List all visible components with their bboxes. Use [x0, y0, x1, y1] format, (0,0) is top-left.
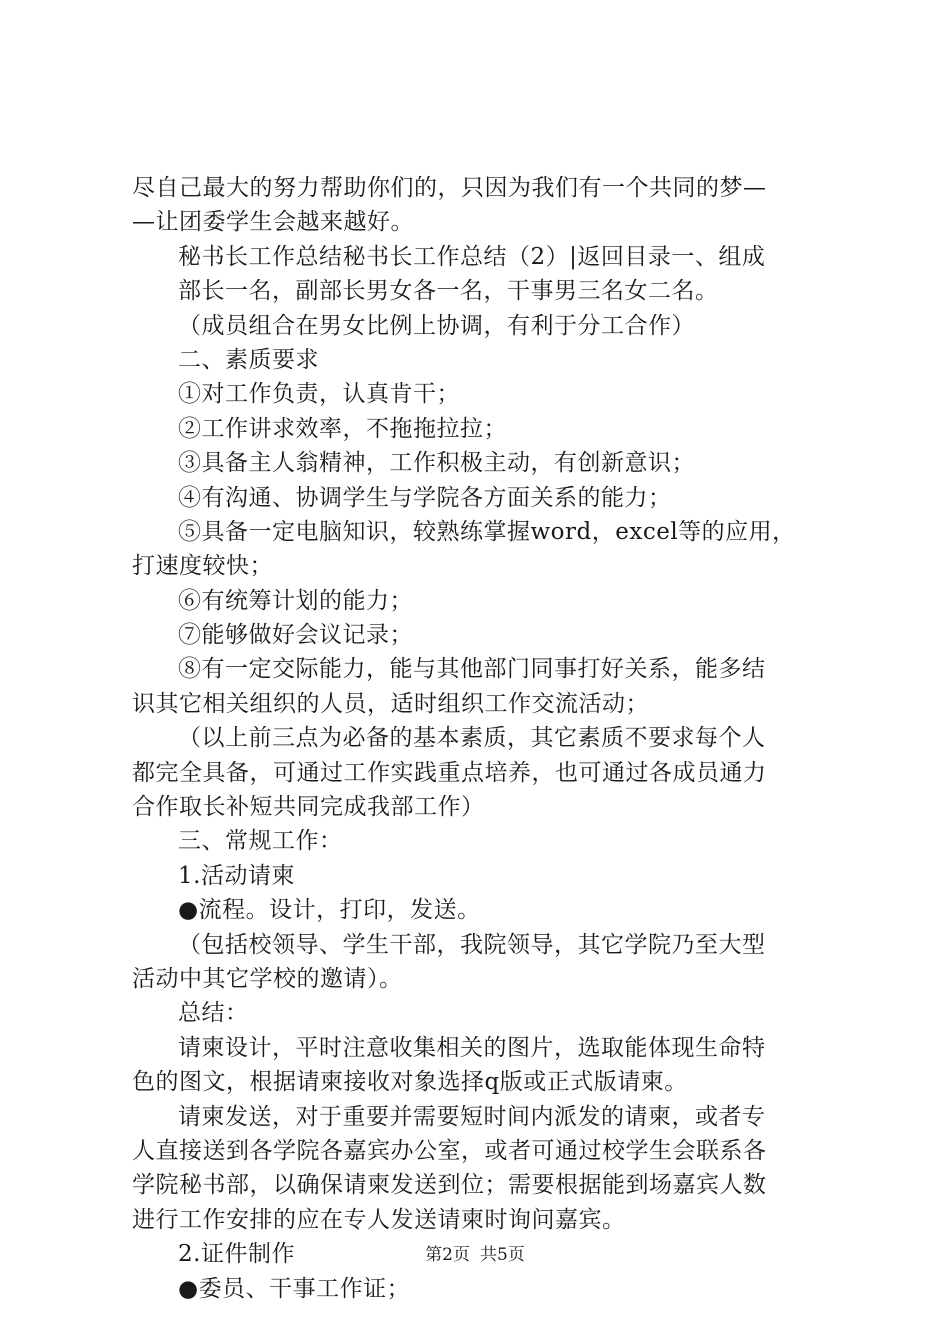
- text-line: 请柬设计，平时注意收集相关的图片，选取能体现生命特: [178, 1034, 766, 1061]
- page-total: 共5页: [480, 1245, 525, 1265]
- text-line: 二、素质要求: [178, 346, 319, 373]
- text-line: —让团委学生会越来越好。: [132, 209, 414, 236]
- text-line: 都完全具备，可通过工作实践重点培养，也可通过各成员通力: [132, 759, 767, 786]
- text-line: ⑤具备一定电脑知识，较熟练掌握word，excel等的应用，: [178, 518, 796, 545]
- text-line: 活动中其它学校的邀请）。: [132, 965, 403, 992]
- document-body: [132, 171, 852, 1306]
- text-line: ③具备主人翁精神，工作积极主动，有创新意识；: [178, 450, 695, 477]
- text-line: （成员组合在男女比例上协调，有利于分工合作）: [178, 312, 695, 339]
- text-line: 色的图文，根据请柬接收对象选择q版或正式版请柬。: [132, 1069, 688, 1096]
- text-line: ②工作讲求效率，不拖拖拉拉；: [178, 415, 507, 442]
- text-line: 学院秘书部，以确保请柬发送到位；需要根据能到场嘉宾人数: [132, 1172, 767, 1199]
- text-line: 1.活动请柬: [178, 862, 295, 889]
- text-line: 打速度较快；: [132, 553, 273, 580]
- page-footer: [0, 1244, 950, 1266]
- text-line: 总结：: [178, 1000, 249, 1027]
- text-line: 秘书长工作总结秘书长工作总结（2）|返回目录一、组成: [178, 243, 766, 270]
- text-line: ⑦能够做好会议记录；: [178, 622, 413, 649]
- text-line: ⑧有一定交际能力，能与其他部门同事打好关系，能多结: [178, 656, 766, 683]
- text-line: 尽自己最大的努力帮助你们的，只因为我们有一个共同的梦—: [132, 175, 767, 201]
- text-line: ●流程。设计，打印，发送。: [178, 897, 481, 924]
- text-line: 三、常规工作：: [178, 828, 343, 855]
- text-line: ①对工作负责，认真肯干；: [178, 381, 460, 408]
- text-line: ④有沟通、协调学生与学院各方面关系的能力；: [178, 484, 672, 511]
- text-line: 进行工作安排的应在专人发送请柬时询问嘉宾。: [132, 1206, 626, 1233]
- text-line: ●委员、干事工作证；: [178, 1275, 411, 1302]
- text-line: 请柬发送，对于重要并需要短时间内派发的请柬，或者专: [178, 1103, 766, 1130]
- text-line: 识其它相关组织的人员，适时组织工作交流活动；: [132, 690, 649, 717]
- text-line: （以上前三点为必备的基本素质，其它素质不要求每个人: [178, 725, 766, 752]
- text-line: 合作取长补短共同完成我部工作）: [132, 794, 485, 821]
- page-number: 第2页: [425, 1245, 470, 1265]
- text-line: （包括校领导、学生干部，我院领导，其它学院乃至大型: [178, 931, 766, 958]
- text-line: ⑥有统筹计划的能力；: [178, 587, 413, 614]
- text-line: 部长一名，副部长男女各一名，干事男三名女二名。: [178, 278, 719, 305]
- text-line: 人直接送到各学院各嘉宾办公室，或者可通过校学生会联系各: [132, 1137, 767, 1164]
- text-line: 2.证件制作: [178, 1241, 295, 1268]
